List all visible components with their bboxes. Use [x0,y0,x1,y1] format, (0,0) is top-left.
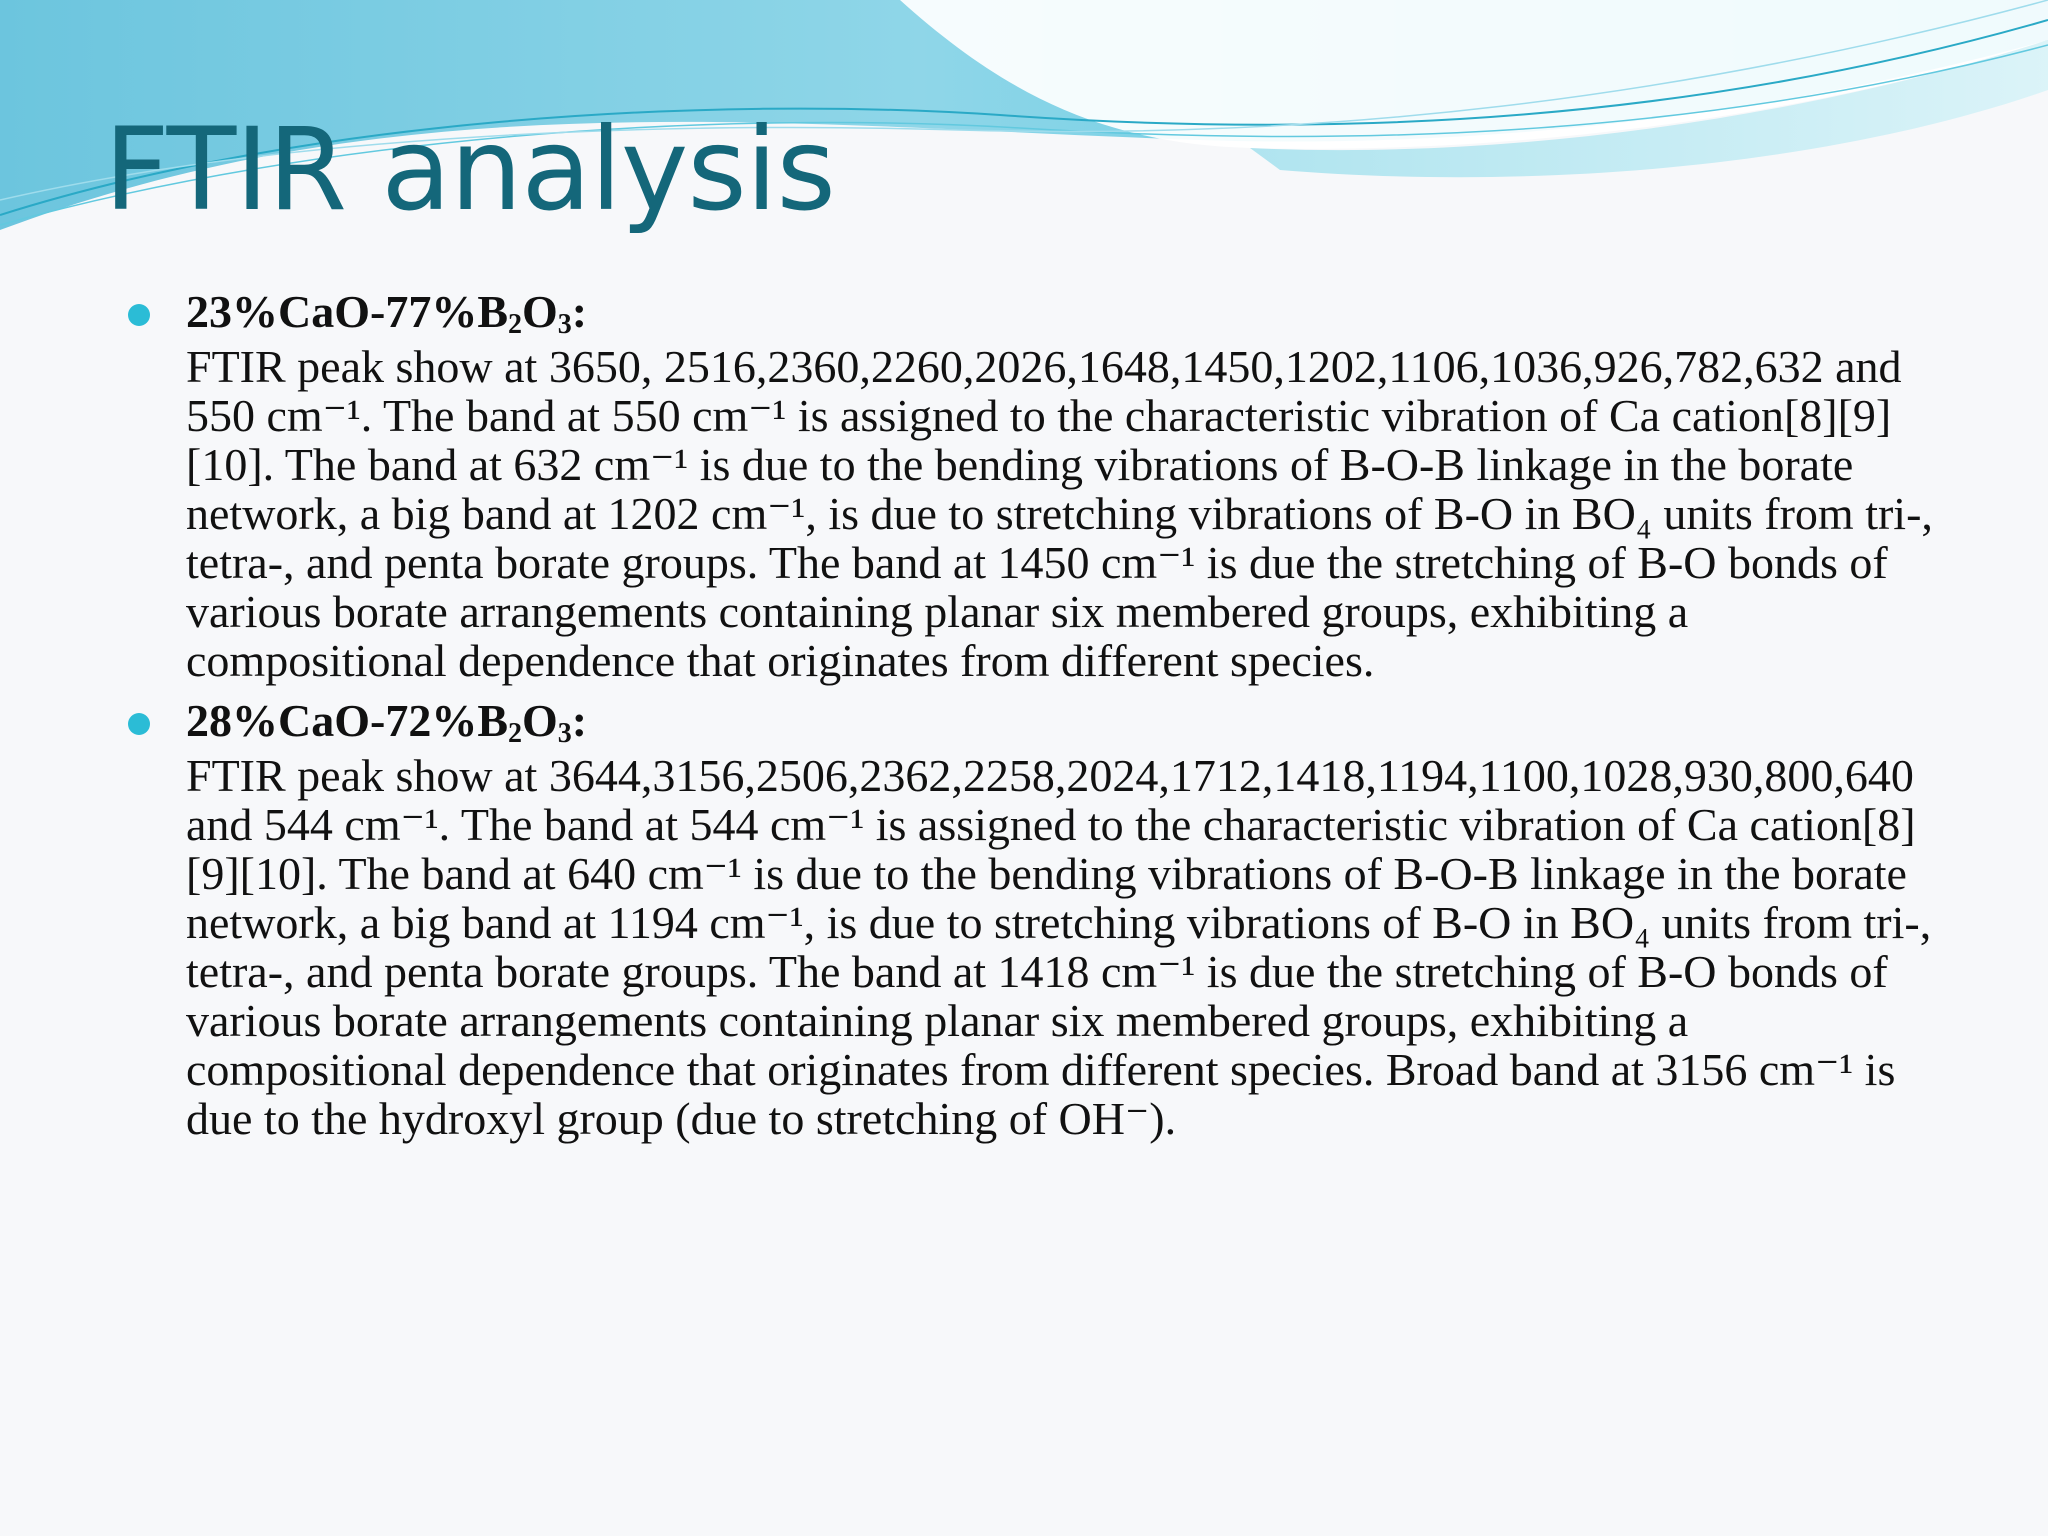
bullet-dot-icon [128,713,150,735]
bullet-item-2 [120,691,1950,1143]
bullet-body-2 [186,751,1950,1143]
bullet-heading-1: $23\%CaO-77\%B_2O_3$: [186,286,588,340]
bullet-dot-icon [128,304,150,326]
slide-title: FTIR analysis [104,103,835,236]
bullet-item-1 [120,282,1950,685]
bullet-text-1: FTIR peak show at 3650, 2516,2360,2260,2026,1648,1450,1202,1106,1036,926,782,632 and 550 cm⁻¹. The band at 550 cm⁻¹ is assigned to the characteristic vibration of Ca cation[8][9][10]. The band at 632 cm⁻¹ is due to the bending vibrations of B-O-B linkage in the borate network, a big band at 1202 cm⁻¹, is due to stretching vibrations of B-O in BO₄ units from tri-, tetra-, and penta borate groups. The band at 1450 cm⁻¹ is due the stretching of B-O bonds of various borate arrangements containing planar six membered groups, exhibiting a compositional dependence that originates from different species. [186,341,1933,686]
bullet-body-1 [186,342,1950,685]
bullet-list [120,282,1950,1149]
bullet-text-2: FTIR peak show at 3644,3156,2506,2362,2258,2024,1712,1418,1194,1100,1028,930,800,640 and 544 cm⁻¹. The band at 544 cm⁻¹ is assigned to the characteristic vibration of Ca cation[8][9][10]. The band at 640 cm⁻¹ is due to the bending vibrations of B-O-B linkage in the borate network, a big band at 1194 cm⁻¹, is due to stretching vibrations of B-O in BO₄ units from tri-, tetra-, and penta borate groups. The band at 1418 cm⁻¹ is due the stretching of B-O bonds of various borate arrangements containing planar six membered groups, exhibiting a compositional dependence that originates from different species. Broad band at 3156 cm⁻¹ is due to the hydroxyl group (due to stretching of OH⁻). [186,750,1932,1144]
bullet-heading-2: $28\%CaO-72\%B_2O_3$: [186,695,588,749]
